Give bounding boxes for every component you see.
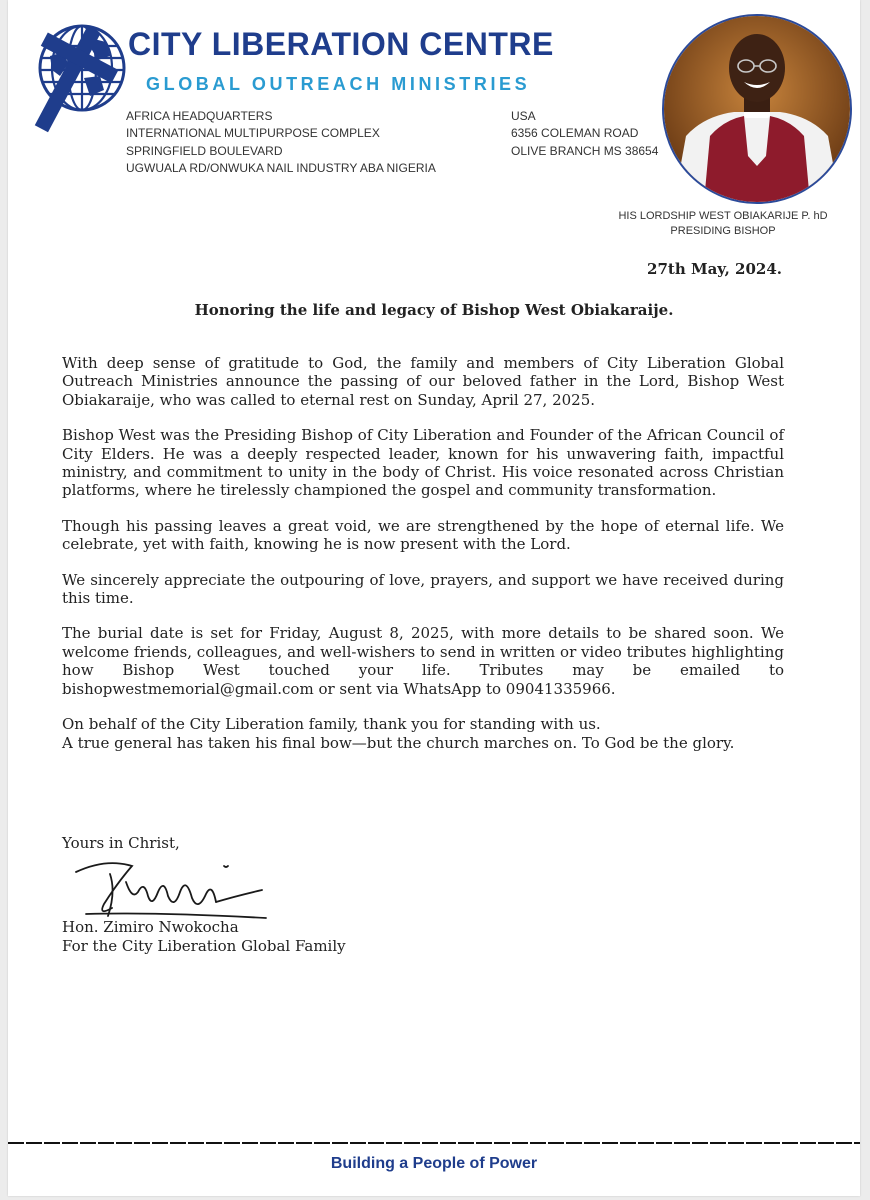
footer-divider <box>8 1140 860 1146</box>
africa-address-block <box>126 108 436 178</box>
body-paragraph: Bishop West was the Presiding Bishop of City Liberation and Founder of the African Council of City Elders. He was a deeply respected leader, known for his unwavering faith, impactful ministry, and commitment to unity in the body of Christ. His voice resonated across Christian platforms, where he tirelessly championed the gospel and community transformation. <box>62 426 784 500</box>
address-line: INTERNATIONAL MULTIPURPOSE COMPLEX <box>126 126 380 141</box>
body-paragraph: Though his passing leaves a great void, we are strengthened by the hope of eternal life. We celebrate, yet with faith, knowing he is now present with the Lord. <box>62 516 784 554</box>
address-line: AFRICA HEADQUARTERS <box>126 109 273 123</box>
letter-title: Honoring the life and legacy of Bishop West Obiakaraije. <box>194 301 674 319</box>
body-paragraph: On behalf of the City Liberation family, thank you for standing with us. <box>62 715 601 734</box>
portrait-caption-name: HIS LORDSHIP WEST OBIAKARIJE P. hD <box>618 210 828 222</box>
signer-name: Hon. Zimiro Nwokocha <box>62 918 239 936</box>
signer-role: For the City Liberation Global Family <box>62 937 346 955</box>
letter-body <box>62 354 784 752</box>
body-paragraph: With deep sense of gratitude to God, the family and members of City Liberation Global Outreach Ministries announce the passing of our beloved father in the Lord, Bishop West Obiakaraije, who was called to eternal rest on Sunday, April 27, 2025. <box>62 354 784 409</box>
portrait-caption <box>582 209 864 239</box>
signer-block <box>62 918 346 956</box>
address-line: OLIVE BRANCH MS 38654 <box>511 143 659 158</box>
bishop-portrait-illustration <box>664 16 850 202</box>
letter-closing: Yours in Christ, <box>62 834 180 852</box>
letter-page <box>8 0 860 1196</box>
address-line: 6356 COLEMAN ROAD <box>511 126 639 141</box>
handwritten-signature <box>66 852 278 926</box>
body-paragraph: We sincerely appreciate the outpouring of love, prayers, and support we have received during this time. <box>62 570 784 608</box>
portrait-caption-title: PRESIDING BISHOP <box>670 225 776 237</box>
bishop-portrait <box>662 14 852 204</box>
usa-address-block <box>511 108 658 160</box>
footer-motto: Building a People of Power <box>330 1155 538 1172</box>
organization-name: CITY LIBERATION CENTRE <box>128 26 554 62</box>
address-line: USA <box>511 109 536 123</box>
globe-cross-logo-icon <box>20 16 128 140</box>
address-line: SPRINGFIELD BOULEVARD <box>126 143 283 158</box>
letter-date: 27th May, 2024. <box>647 260 782 278</box>
body-paragraph: A true general has taken his final bow—but the church marches on. To God be the glory. <box>62 733 735 752</box>
address-line: UGWUALA RD/ONWUKA NAIL INDUSTRY ABA NIGERIA <box>126 161 436 176</box>
organization-subtitle: GLOBAL OUTREACH MINISTRIES <box>146 74 531 94</box>
body-paragraph: The burial date is set for Friday, August 8, 2025, with more details to be shared soon. We welcome friends, colleagues, and well-wishers to send in written or video tributes highlighting how Bishop West touched your life. Tributes may be emailed to bishopwestmemorial@gmail.com or sent via WhatsApp to 09041335966. <box>62 624 784 698</box>
